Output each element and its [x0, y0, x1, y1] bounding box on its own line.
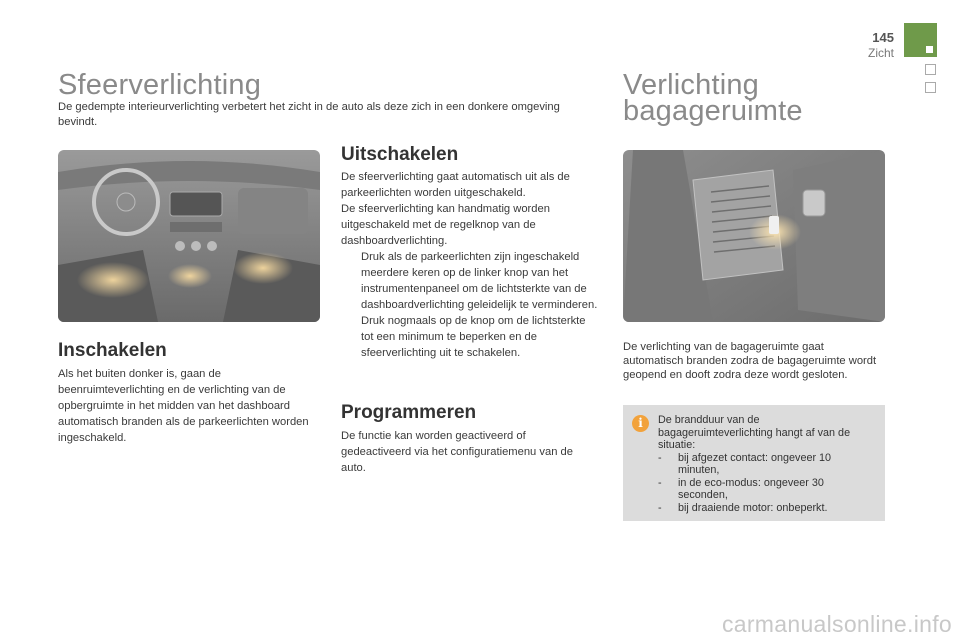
info-icon: i	[632, 415, 649, 432]
heading-programmeren: Programmeren	[341, 402, 477, 423]
dash-marker: -	[658, 451, 662, 464]
info-list-item	[658, 452, 875, 477]
info-box	[623, 405, 885, 521]
dash-marker: -	[658, 501, 662, 514]
heading-inschakelen: Inschakelen	[58, 340, 167, 361]
title-sfeerverlichting: Sfeerverlichting	[58, 69, 262, 101]
chapter-tab-active[interactable]	[904, 23, 937, 57]
heading-uitschakelen: Uitschakelen	[341, 144, 459, 165]
info-item-text: bij draaiende motor: onbeperkt.	[678, 501, 828, 514]
page-number: 145	[872, 30, 894, 45]
dash-marker: -	[658, 476, 662, 489]
uitschakelen-p1: De sfeerverlichting gaat automatisch uit als de parkeerlichten worden uitgeschakeld.	[341, 171, 570, 199]
info-list-item	[658, 477, 875, 502]
title-verlichting-bagageruimte	[623, 69, 803, 127]
trunk-photo	[623, 150, 885, 322]
chapter-tab-empty[interactable]	[925, 82, 936, 93]
programmeren-text: De functie kan worden geactiveerd of gedeactiveerd via het configuratiemenu van de auto.	[341, 430, 573, 474]
inschakelen-text: Als het buiten donker is, gaan de beenruimteverlichting en de verlichting van de opbergruimte in het midden van het dashboard automatisch branden als de parkeerlichten worden ingeschakeld.	[58, 368, 309, 444]
info-list-item	[658, 502, 875, 515]
dashboard-photo	[58, 150, 320, 322]
info-item-text: in de eco-modus: ongeveer 30 seconden,	[678, 476, 824, 501]
chapter-tab-empty[interactable]	[925, 64, 936, 75]
uitschakelen-block	[341, 169, 599, 361]
title-line-1: Verlichting	[623, 69, 759, 101]
bullet-item	[341, 249, 599, 313]
info-intro: De brandduur van de bagageruimteverlichting hangt af van de situatie:	[658, 414, 851, 451]
bullet-text: Druk nogmaals op de knop om de lichtsterkte tot een minimum te beperken en de sfeerverlichting uit te schakelen.	[361, 315, 586, 359]
watermark-text: carmanualsonline.info	[721, 611, 952, 637]
uitschakelen-p2: De sfeerverlichting kan handmatig worden uitgeschakeld met de regelknop van de dashboardverlichting.	[341, 203, 550, 247]
bullet-item	[341, 313, 599, 361]
bullet-text: Druk als de parkeerlichten zijn ingeschakeld meerdere keren op de linker knop van het instrumentenpaneel om de lichtsterkte van de dashboardverlichting geleidelijk te verminderen.	[361, 251, 598, 311]
title-line-2: bagageruimte	[623, 95, 803, 127]
info-item-text: bij afgezet contact: ongeveer 10 minuten,	[678, 451, 832, 476]
tab-marker-icon	[926, 46, 933, 53]
section-label: Zicht	[867, 46, 894, 60]
bagageruimte-text: De verlichting van de bagageruimte gaat automatisch branden zodra de bagageruimte wordt geopend en dooft zodra deze wordt gesloten.	[623, 341, 877, 381]
intro-text: De gedempte interieurverlichting verbetert het zicht in de auto als deze zich in een donkere omgeving bevindt.	[58, 101, 560, 128]
